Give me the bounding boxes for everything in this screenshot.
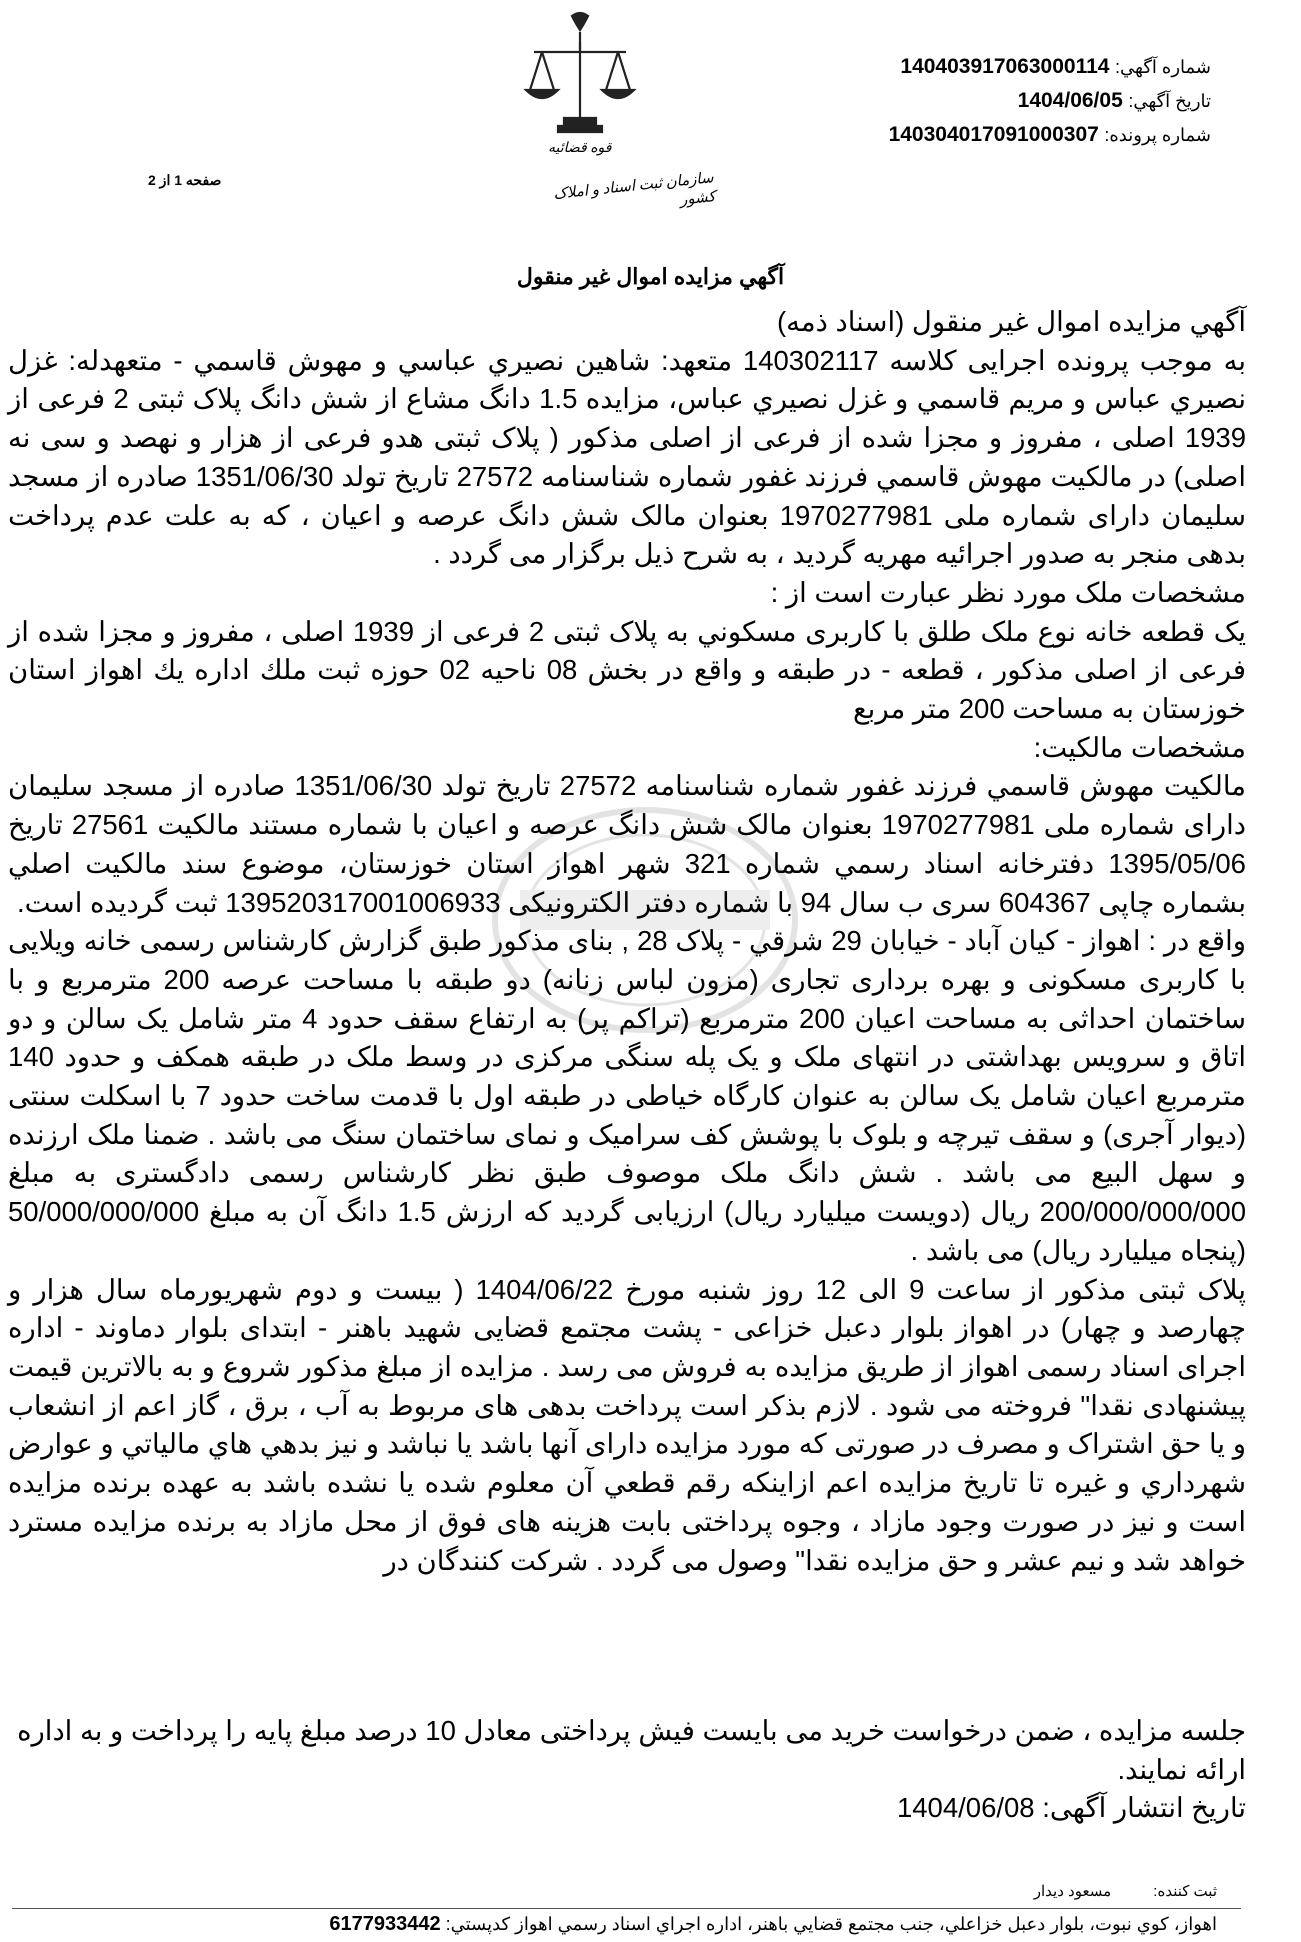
paragraph-property: يک قطعه خانه نوع ملک طلق با كاربری مسكوني به پلاک ثبتی 2 فرعی از 1939 اصلی ، مفروز و مجزا شده از فرعی از اصلی مذکور ، قطعه - در طبقه و واقع در بخش 08 ناحيه 02 حوزه ثبت ملك اداره يك اهواز استان خوزستان به مساحت 200 متر مربع	[8, 615, 1247, 725]
paragraph-location: واقع در : اهواز - كيان آباد - خيابان 29 شرقي - پلاک 28 , بنای مذكور طبق گزارش كارشناس رسمی خانه ويلایی با كاربری مسكونی و بهره برداری تجاری (مزون لباس زنانه) دو طبقه با مساحت عرصه 200 مترمربع و با ساختمان احداثی به مساحت اعيان 200 مترمربع (تراكم پر) به ارتفاع سقف حدود 4 متر شامل يک سالن و دو اتاق و سرويس بهداشتی در انتهای ملک و يک پله سنگی مركزی در وسط ملک در طبقه همكف و حدود 140 مترمربع اعيان شامل يک سالن به عنوان كارگاه خياطی در طبقه اول با قدمت ساخت حدود 7 با اسكلت سنتی (ديوار آجری) و سقف تيرچه و بلوک با پوشش كف سراميک و نمای ساختمان سنگ می باشد . ضمنا ملک ارزنده و سهل البيع می باشد . شش دانگ ملک موصوف طبق نظر كارشناس رسمی دادگستری به مبلغ 200/000/000/000 ريال (دويست ميليارد ريال) ارزيابی گرديد كه ارزش 1.5 دانگ آن به مبلغ 50/000/000/000 (پنجاه ميليارد ريال) می باشد .	[8, 925, 1247, 1266]
address-text: اهواز، كوي نبوت، بلوار دعبل خزاعلي، جنب مجتمع قضايي باهنر، اداره اجراي اسناد رسمي اهواز كدپستي:	[445, 1914, 1217, 1934]
case-number-label: شماره پرونده:	[1104, 125, 1211, 145]
footer-address	[329, 1913, 1217, 1936]
postal-code: 6177933442	[329, 1913, 441, 1935]
ad-date: 1404/06/05	[1017, 89, 1123, 112]
property-spec-heading: مشخصات ملک مورد نظر عبارت است از :	[770, 576, 1246, 608]
notice-subtitle: آگهي مزايده اموال غير منقول (اسناد ذمه)	[776, 306, 1246, 337]
page-number: صفحه 1 از 2	[148, 172, 222, 188]
ownership-heading: مشخصات مالکيت:	[1033, 731, 1246, 763]
ad-number: 140403917063000114	[900, 55, 1110, 78]
organization-signature: سازمان ثبت اسناد و املاک کشور	[552, 170, 717, 209]
footer-divider	[12, 1908, 1241, 1909]
paragraph-deposit: جلسه مزايده ، ضمن درخواست خريد می بايست فيش پرداختی معادل 10 درصد مبلغ پايه را پرداخت و به اداره ارائه نمايند.	[17, 1715, 1246, 1785]
notice-body	[8, 303, 1246, 1580]
emblem-caption: قوه قضائیه	[548, 141, 612, 156]
document-title: آگهي مزايده اموال غير منقول	[516, 264, 785, 289]
notice-tail	[8, 1712, 1246, 1828]
paragraph-ownership: مالکيت مهوش قاسمي فرزند غفور شماره شناسنامه 27572 تاريخ تولد 1351/06/30 صادره از مسجد سليمان دارای شماره ملی 1970277981 بعنوان مالک شش دانگ عرصه و اعيان با شماره مستند مالکيت 27561 تاريخ 1395/05/06 دفترخانه اسناد رسمي شماره 321 شهر اهواز استان خوزستان، موضوع سند مالکيت اصلي بشماره چاپی 604367 سری ب سال 94 با شماره دفتر الکترونيکی 139520317001006933 ثبت گرديده است.	[8, 770, 1247, 918]
registrar	[1034, 1882, 1217, 1900]
ad-date-row	[889, 84, 1211, 118]
registrar-label: ثبت كننده:	[1153, 1883, 1217, 1900]
ad-date-label: تاريخ آگهي:	[1128, 91, 1211, 111]
case-number-row	[889, 118, 1211, 152]
ad-number-row	[889, 50, 1211, 84]
notice-meta	[889, 50, 1211, 152]
paragraph-case: به موجب پرونده اجرايی كلاسه 140302117 متعهد: شاهين نصيري عباسي و مهوش قاسمي - متعهدله: غزل نصيري عباس و مريم قاسمي و غزل نصيري عباس، مزايده 1.5 دانگ مشاع از شش دانگ پلاک ثبتی 2 فرعی از 1939 اصلی ، مفروز و مجزا شده از فرعی از اصلی مذکور ( پلاک ثبتی هدو فرعی از هزار و نهصد و سی نه اصلی) در مالکيت مهوش قاسمي فرزند غفور شماره شناسنامه 27572 تاريخ تولد 1351/06/30 صادره از مسجد سليمان دارای شماره ملی 1970277981 بعنوان مالک شش دانگ عرصه و اعيان ، كه به علت عدم پرداخت بدهی منجر به صدور اجرائيه مهريه گرديد ، به شرح ذيل برگزار می گردد .	[8, 344, 1246, 570]
case-number: 140304017091000307	[888, 123, 1099, 146]
registrar-name: مسعود ديدار	[1033, 1883, 1112, 1900]
judiciary-emblem-icon	[520, 8, 640, 156]
ad-number-label: شماره آگهي:	[1115, 57, 1211, 77]
paragraph-auction: پلاک ثبتی مذكور از ساعت 9 الی 12 روز شنبه مورخ 1404/06/22 ( بيست و دوم شهريورماه سال هزار و چهارصد و چهار) در اهواز بلوار دعبل خزاعی - پشت مجتمع قضايی شهيد باهنر - ابتدای بلوار دماوند - اداره اجرای اسناد رسمی اهواز از طريق مزايده به فروش می رسد . مزايده از مبلغ مذكور شروع و به بالاترين قيمت پيشنهادی نقدا" فروخته می شود . لازم بذكر است پرداخت بدهی های مربوط به آب ، برق ، گاز اعم از انشعاب و يا حق اشتراک و مصرف در صورتی كه مورد مزايده دارای آنها باشد يا نباشد و نيز بدهي هاي مالياتي و عوارض شهرداري و غيره تا تاريخ مزايده اعم ازاينكه رقم قطعي آن معلوم شده يا نشده باشد به عهده برنده مزايده است و نيز در صورت وجود مازاد ، وجوه پرداختی بابت هزينه های فوق از محل مازاد به برنده مزايده مسترد خواهد شد و نيم عشر و حق مزايده نقدا" وصول می گردد . شركت كنندگان در	[8, 1273, 1246, 1576]
publish-date: تاريخ انتشار آگهی: 1404/06/08	[896, 1792, 1246, 1824]
